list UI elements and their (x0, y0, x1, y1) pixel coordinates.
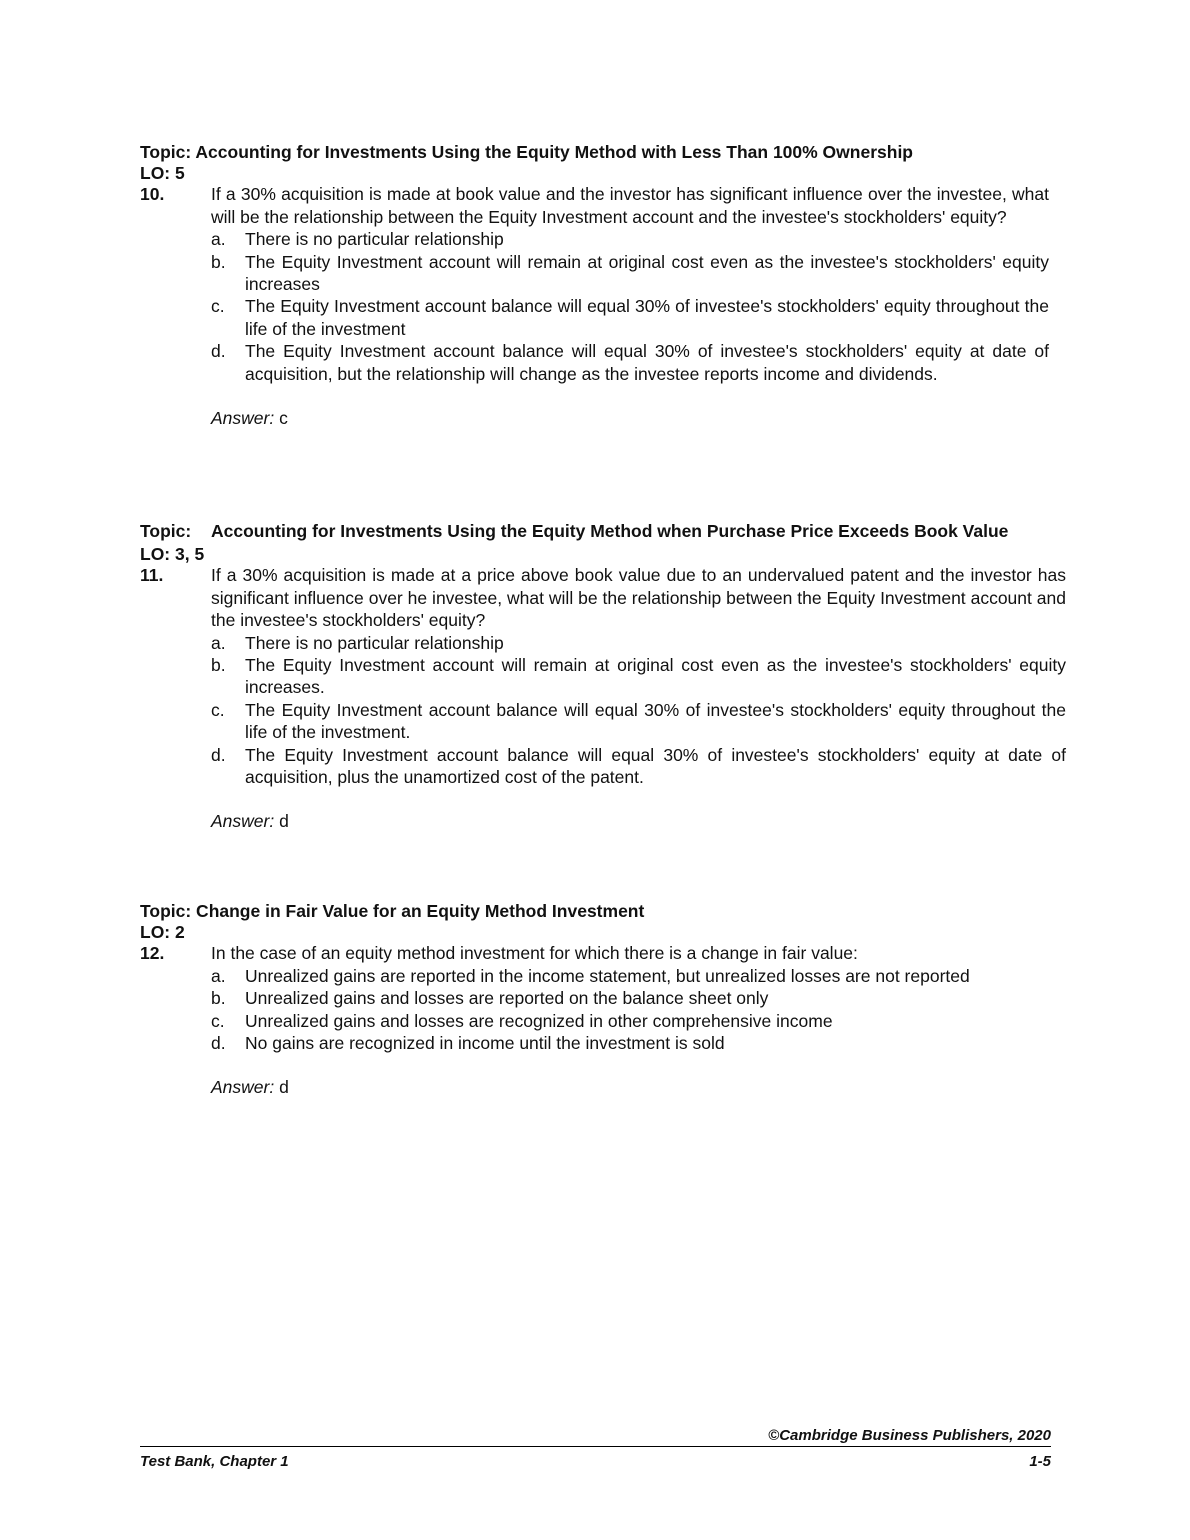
option-letter: a. (211, 229, 226, 250)
option-text: The Equity Investment account balance will equal 30% of investee's stockholders' equity throughout the life of the investment (245, 296, 1049, 339)
option-letter: c. (211, 296, 225, 317)
option-text: The Equity Investment account will remain at original cost even as the investee's stockholders' equity increases. (245, 655, 1066, 698)
topic-label: Topic: (140, 521, 192, 541)
option-letter: a. (211, 632, 226, 653)
question-11-block (140, 520, 1066, 833)
footer-chapter: Test Bank, Chapter 1 (140, 1453, 289, 1470)
option-text: There is no particular relationship (245, 229, 504, 250)
learning-objective: LO: 3, 5 (140, 544, 205, 565)
option-letter: d. (211, 341, 226, 362)
option-letter: d. (211, 1033, 226, 1054)
question (140, 183, 1049, 228)
option-b (211, 987, 1049, 1009)
option-c (211, 1010, 1049, 1032)
learning-objective: LO: 5 (140, 163, 185, 184)
question (140, 942, 1049, 964)
option-letter: d. (211, 744, 226, 765)
question-number: 12. (140, 943, 165, 964)
option-letter: a. (211, 965, 226, 986)
answer (211, 1076, 1049, 1098)
option-d (211, 744, 1066, 789)
option-text: No gains are recognized in income until the investment is sold (245, 1033, 725, 1054)
option-text: Unrealized gains and losses are reported on the balance sheet only (245, 988, 769, 1009)
copyright-notice: ©Cambridge Business Publishers, 2020 (768, 1427, 1051, 1444)
option-a (211, 228, 1049, 250)
option-letter: c. (211, 699, 225, 720)
footer-divider (140, 1446, 1051, 1447)
option-text: There is no particular relationship (245, 632, 504, 653)
answer-value: d (279, 811, 289, 832)
topic-heading (140, 520, 1066, 542)
option-c (211, 295, 1049, 340)
option-text: The Equity Investment account balance will equal 30% of investee's stockholders' equity at date of acquisition, plus the unamortized cost of the patent. (245, 744, 1066, 788)
option-b (211, 251, 1049, 296)
question-number: 11. (140, 565, 164, 586)
options-list (211, 965, 1049, 1055)
answer-value: c (279, 408, 288, 429)
option-letter: b. (211, 655, 226, 676)
topic-text: Accounting for Investments Using the Equity Method when Purchase Price Exceeds Book Value (211, 521, 1009, 541)
option-letter: b. (211, 251, 226, 272)
learning-objective: LO: 2 (140, 922, 185, 943)
option-text: The Equity Investment account balance will equal 30% of investee's stockholders' equity throughout the life of the investment. (245, 699, 1066, 743)
question-text: In the case of an equity method investment for which there is a change in fair value: (211, 943, 858, 964)
page-footer (140, 1451, 1051, 1473)
option-c (211, 699, 1066, 744)
option-text: The Equity Investment account balance will equal 30% of investee's stockholders' equity at date of acquisition, but the relationship will change as the investee reports income and dividends. (245, 341, 1049, 384)
answer (211, 810, 1066, 832)
question-number: 10. (140, 184, 165, 205)
option-text: Unrealized gains and losses are recognized in other comprehensive income (245, 1010, 833, 1031)
answer (211, 407, 1049, 429)
question-text: If a 30% acquisition is made at book value and the investor has significant influence over the investee, what will be the relationship between the Equity Investment account and the investee's stockholders' equity? (211, 184, 1049, 227)
option-letter: c. (211, 1010, 225, 1031)
option-b (211, 654, 1066, 699)
question (140, 564, 1066, 631)
question-text: If a 30% acquisition is made at a price above book value due to an undervalued patent and the investor has significant influence over he investee, what will be the relationship between the Equity Investment account and the investee's stockholders' equity? (211, 565, 1066, 631)
question-12-block (140, 900, 1049, 1099)
option-d (211, 1032, 1049, 1054)
answer-label: Answer: (211, 811, 275, 832)
answer-label: Answer: (211, 408, 275, 429)
option-a (211, 632, 1066, 654)
answer-value: d (279, 1077, 289, 1098)
topic-heading: Topic: Accounting for Investments Using the Equity Method with Less Than 100% Ownership (140, 142, 913, 162)
option-a (211, 965, 1049, 987)
option-d (211, 340, 1049, 385)
option-letter: b. (211, 988, 226, 1009)
option-text: The Equity Investment account will remain at original cost even as the investee's stockholders' equity increases (245, 251, 1049, 295)
question-10-block (140, 141, 1049, 429)
options-list (211, 632, 1066, 789)
page-number: 1-5 (1029, 1453, 1051, 1470)
option-text: Unrealized gains are reported in the income statement, but unrealized losses are not reported (245, 965, 970, 986)
answer-label: Answer: (211, 1077, 275, 1098)
options-list (211, 228, 1049, 385)
topic-heading: Topic: Change in Fair Value for an Equity Method Investment (140, 901, 645, 921)
